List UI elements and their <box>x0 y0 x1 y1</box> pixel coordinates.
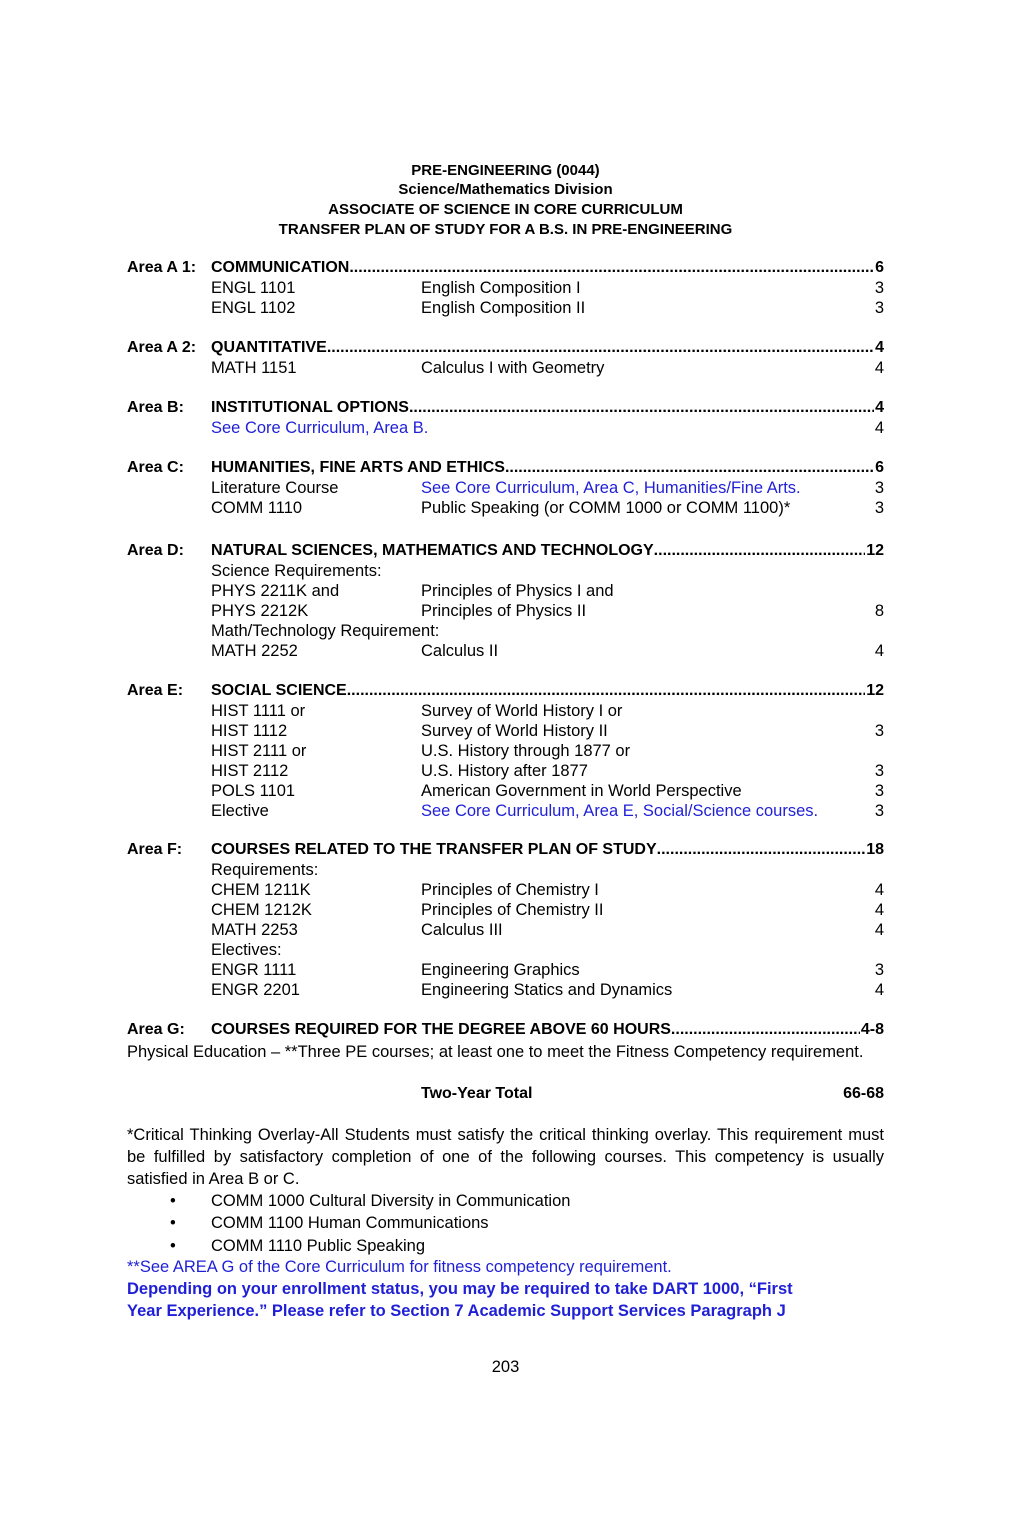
area-heading: Area C: HUMANITIES, FINE ARTS AND ETHICS ..... 6 <box>127 458 884 478</box>
course-row: ENGR 1111 Engineering Graphics 3 <box>211 961 884 979</box>
area-c-section <box>127 458 884 518</box>
subheading-row: Science Requirements: <box>211 562 382 580</box>
core-curriculum-link[interactable]: See Core Curriculum, Area C, Humanities/Fine Arts. <box>421 479 801 497</box>
area-heading: Area G: COURSES REQUIRED FOR THE DEGREE ABOVE 60 HOURS ..... 4-8 <box>127 1020 884 1040</box>
area-a1-section <box>127 258 884 318</box>
course-row: PHYS 2212K Principles of Physics II 8 <box>211 602 884 620</box>
course-row: ENGL 1101 English Composition I 3 <box>211 279 884 297</box>
area-heading: Area B: INSTITUTIONAL OPTIONS ..... 4 <box>127 398 884 418</box>
page-number: 203 <box>491 1358 520 1376</box>
area-heading: Area F: COURSES RELATED TO THE TRANSFER PLAN OF STUDY ..... 18 <box>127 840 884 860</box>
bullet-icon: • <box>170 1192 176 1210</box>
course-row: CHEM 1212K Principles of Chemistry II 4 <box>211 901 884 919</box>
course-row: COMM 1110 Public Speaking (or COMM 1000 or COMM 1100)* 3 <box>211 499 884 517</box>
course-row: MATH 1151 Calculus I with Geometry 4 <box>211 359 884 377</box>
dart-notice-line-1: Depending on your enrollment status, you may be required to take DART 1000, “First <box>127 1280 793 1298</box>
area-heading: Area E: SOCIAL SCIENCE ..... 12 <box>127 681 884 701</box>
subheading-row: Math/Technology Requirement: <box>211 622 440 640</box>
course-row: PHYS 2211K and Principles of Physics I and <box>211 582 614 600</box>
area-heading: Area A 2: QUANTITATIVE ..... 4 <box>127 338 884 358</box>
bullet-icon: • <box>170 1214 176 1232</box>
two-year-total-row <box>127 1084 884 1104</box>
area-b-section <box>127 398 884 438</box>
area-f-section <box>127 840 884 1000</box>
area-a2-section <box>127 338 884 378</box>
core-curriculum-link[interactable]: See Core Curriculum, Area B. <box>211 419 429 437</box>
course-row: MATH 2253 Calculus III 4 <box>211 921 884 939</box>
course-row: POLS 1101 American Government in World Perspective 3 <box>211 782 884 800</box>
dart-notice-line-2: Year Experience.” Please refer to Section 7 Academic Support Services Paragraph J <box>127 1302 786 1320</box>
area-e-section <box>127 681 884 821</box>
total-hours: 66-68 <box>843 1085 884 1102</box>
core-curriculum-link[interactable]: See Core Curriculum, Area E, Social/Science courses. <box>421 802 819 820</box>
bullet-icon: • <box>170 1237 176 1255</box>
course-row: HIST 2112 U.S. History after 1877 3 <box>211 762 884 780</box>
plan-name: TRANSFER PLAN OF STUDY FOR A B.S. IN PRE-ENGINEERING <box>278 221 733 238</box>
course-row: HIST 2111 or U.S. History through 1877 or <box>211 742 631 760</box>
area-heading: Area D: NATURAL SCIENCES, MATHEMATICS AND TECHNOLOGY ..... 12 <box>127 541 884 561</box>
course-row: HIST 1111 or Survey of World History I or <box>211 702 623 720</box>
area-g-link-note[interactable]: **See AREA G of the Core Curriculum for fitness competency requirement. <box>127 1258 672 1276</box>
degree-name: ASSOCIATE OF SCIENCE IN CORE CURRICULUM <box>328 201 683 218</box>
division-name: Science/Mathematics Division <box>398 181 613 198</box>
course-row: ENGR 2201 Engineering Statics and Dynamics 4 <box>211 981 884 999</box>
course-row: See Core Curriculum, Area B. 4 <box>211 419 884 437</box>
course-row: Elective See Core Curriculum, Area E, Social/Science courses. 3 <box>211 802 884 820</box>
course-row: MATH 2252 Calculus II 4 <box>211 642 884 660</box>
area-g-section <box>127 1020 884 1040</box>
area-heading: Area A 1: COMMUNICATION ..... 6 <box>127 258 884 278</box>
course-row: Literature Course See Core Curriculum, Area C, Humanities/Fine Arts. 3 <box>211 479 884 497</box>
course-row: HIST 1112 Survey of World History II 3 <box>211 722 884 740</box>
pe-requirement-note: Physical Education – **Three PE courses; at least one to meet the Fitness Competency requirement. <box>127 1043 864 1061</box>
total-label: Two-Year Total <box>421 1085 533 1102</box>
area-d-section <box>127 541 884 661</box>
program-title: PRE-ENGINEERING (0044) <box>411 162 600 179</box>
critical-thinking-note: *Critical Thinking Overlay-All Students must satisfy the critical thinking overlay. This requirement must be fulfilled by satisfactory completion of one of the following courses. This competency is usually satisfied in Area B or C. <box>127 1126 884 1188</box>
course-row: ENGL 1102 English Composition II 3 <box>211 299 884 317</box>
subheading-row: Electives: <box>211 941 282 959</box>
subheading-row: Requirements: <box>211 861 319 879</box>
course-row: CHEM 1211K Principles of Chemistry I 4 <box>211 881 884 899</box>
